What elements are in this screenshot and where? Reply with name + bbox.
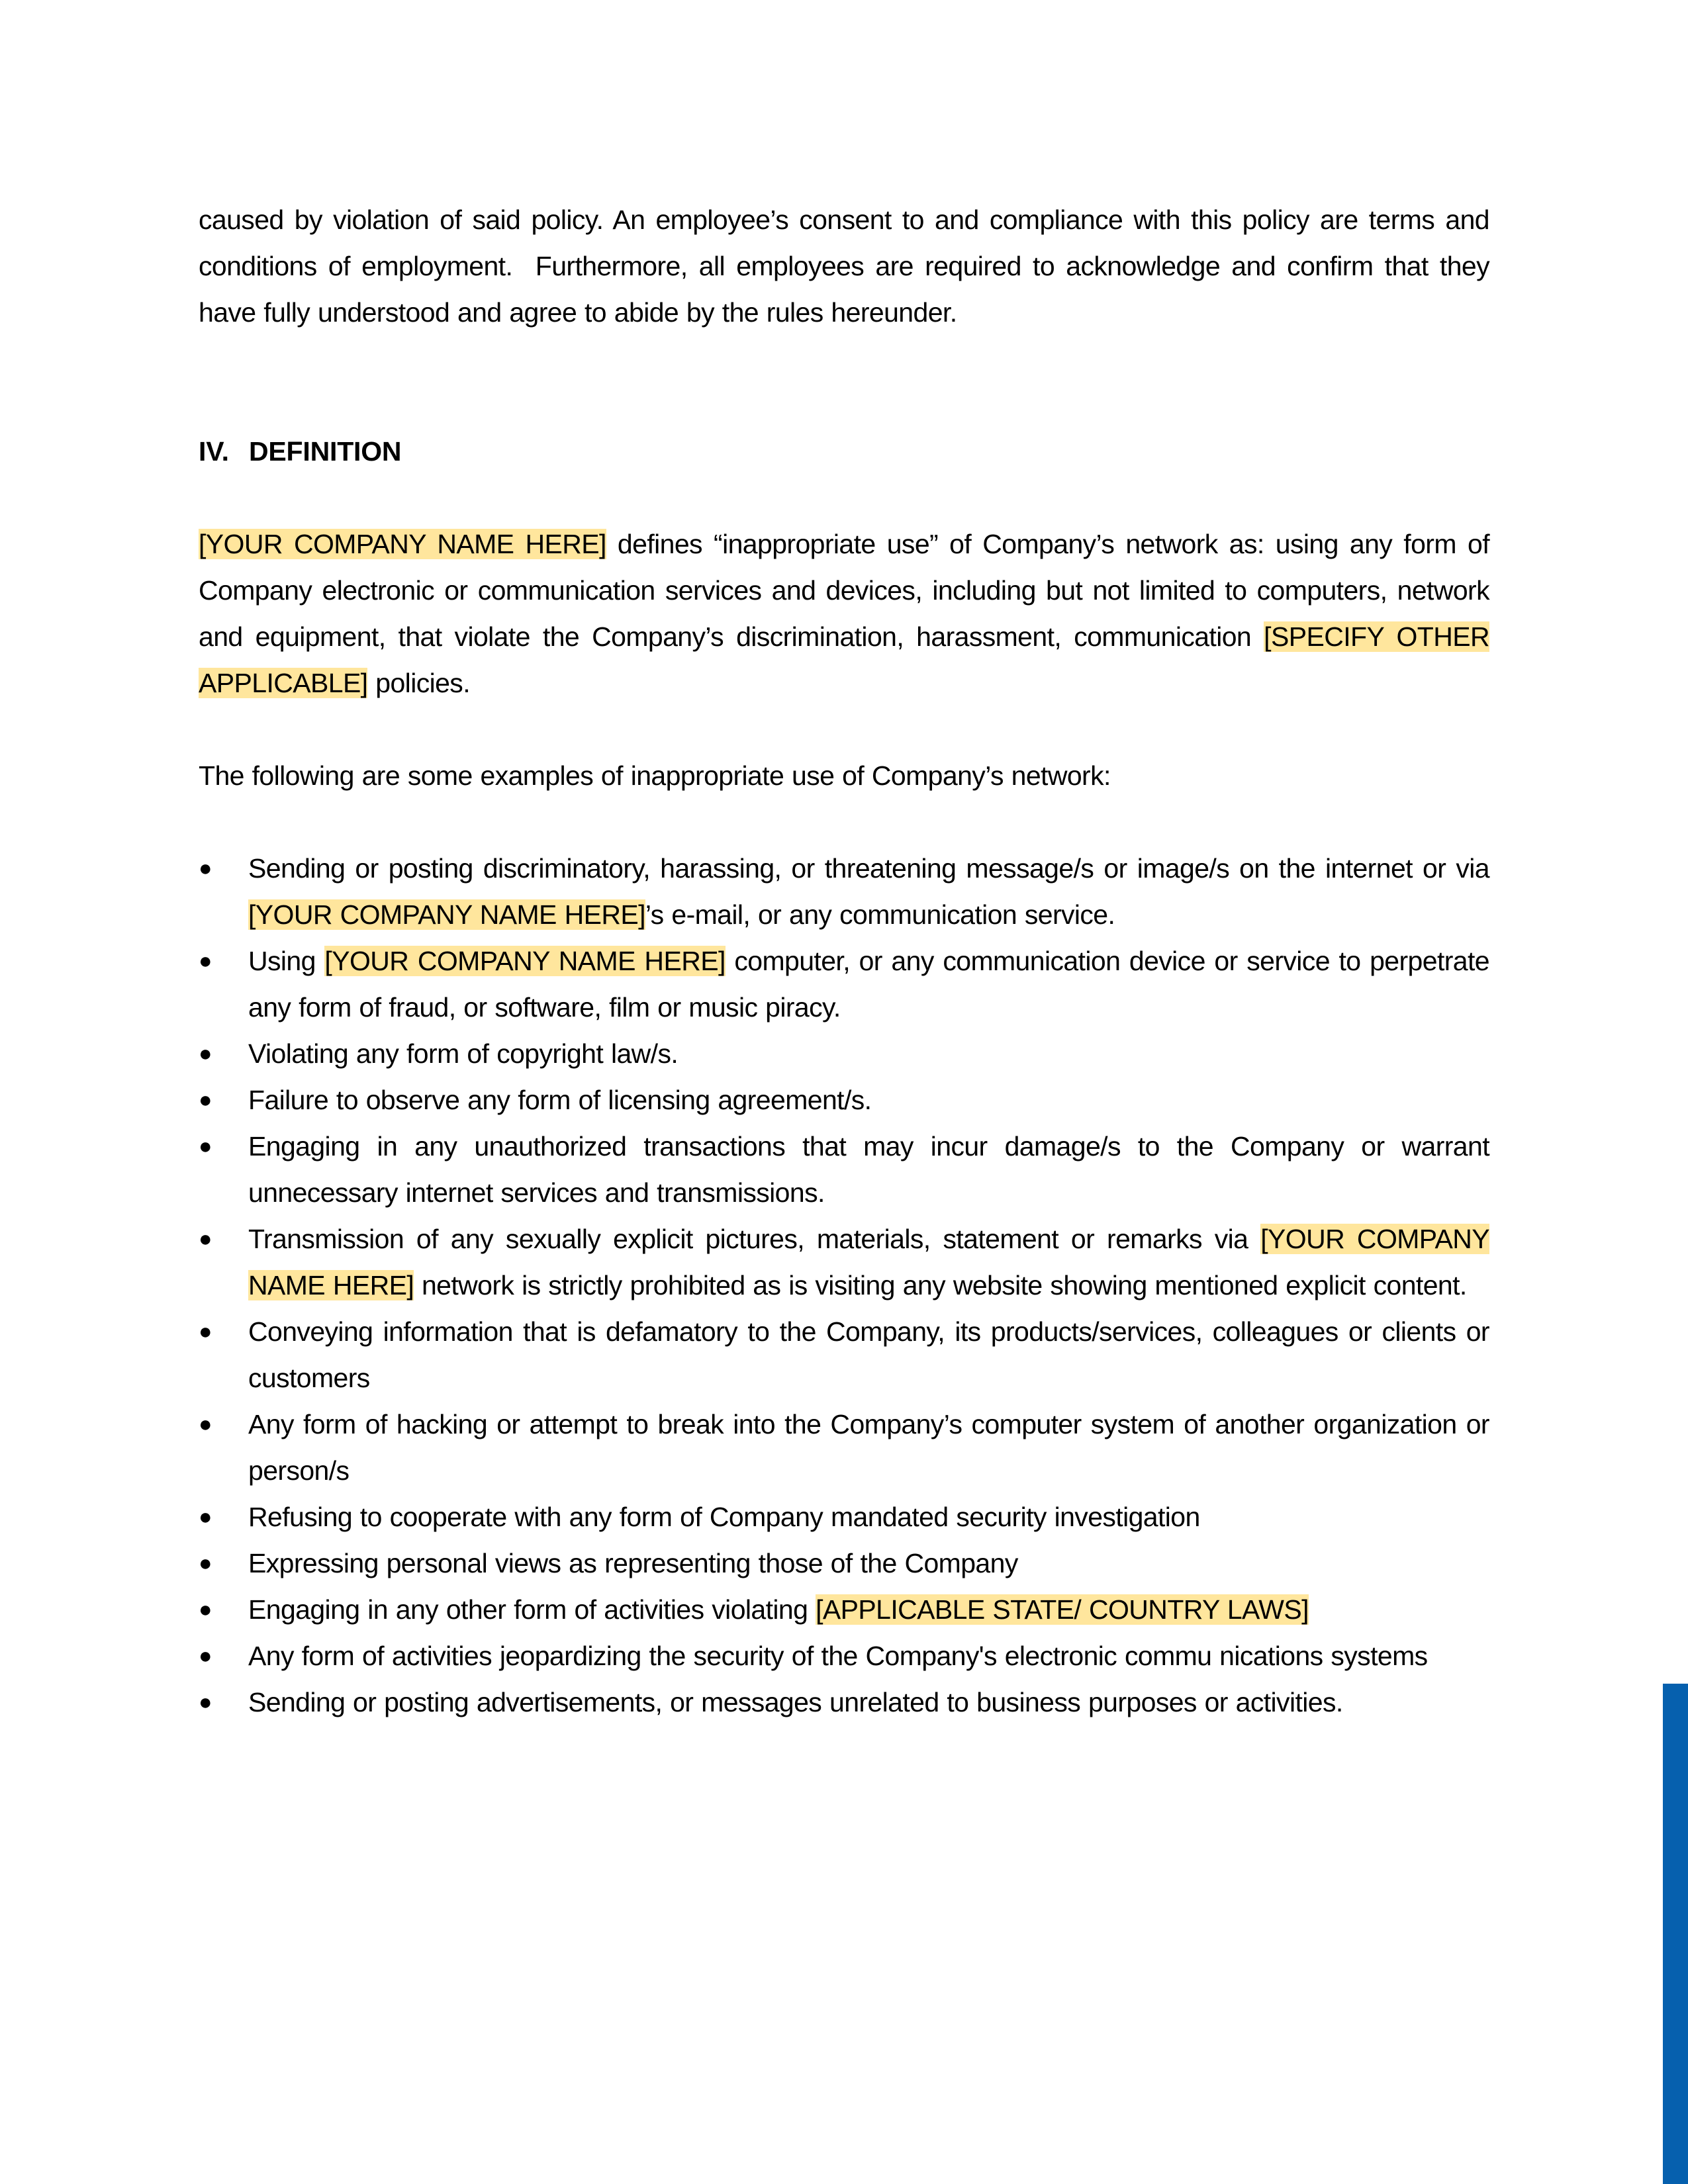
list-item-text: Any form of activities jeopardizing the security of the Company's electronic commu nications systems [248, 1641, 1428, 1671]
placeholder-company-name[interactable]: [YOUR COMPANY NAME HERE] [248, 899, 645, 930]
placeholder-applicable-laws[interactable]: [APPLICABLE STATE/ COUNTRY LAWS] [816, 1594, 1309, 1625]
list-item-text: ’s e-mail, or any communication service. [645, 899, 1115, 930]
list-item-text: computer, or any communication device or service to perpetrate any form of fraud, or software, film or music piracy. [248, 946, 1489, 1023]
placeholder-company-name[interactable]: [YOUR COMPANY NAME HERE] [199, 529, 606, 559]
list-item [199, 1679, 1489, 1725]
list-item [199, 1494, 1489, 1540]
list-item-text: Conveying information that is defamatory to the Company, its products/services, colleagues or clients or customers [248, 1316, 1489, 1393]
bullet-icon: ● [199, 948, 212, 974]
list-item [199, 1586, 1489, 1633]
list-item-text: Transmission of any sexually explicit pictures, materials, statement or remarks via [248, 1224, 1261, 1254]
list-item [199, 1077, 1489, 1123]
bullet-icon: ● [199, 1226, 212, 1251]
section-heading [199, 428, 1489, 475]
list-item-text: Using [248, 946, 325, 976]
list-item [199, 1308, 1489, 1401]
list-item [199, 1540, 1489, 1586]
list-item-text: Sending or posting discriminatory, harassing, or threatening message/s or image/s on the internet or via [248, 853, 1489, 884]
list-item [199, 1216, 1489, 1308]
bullet-icon: ● [199, 1597, 212, 1622]
list-item-text: Engaging in any unauthorized transactions that may incur damage/s to the Company or warrant unnecessary internet services and transmissions. [248, 1131, 1489, 1208]
bullet-icon: ● [199, 1690, 212, 1715]
examples-list [199, 845, 1489, 1725]
bullet-icon: ● [199, 1551, 212, 1576]
definition-paragraph [199, 521, 1489, 706]
list-item-text: network is strictly prohibited as is visiting any website showing mentioned explicit content. [414, 1270, 1467, 1300]
placeholder-company-name[interactable]: [YOUR COMPANY NAME HERE] [248, 1224, 1489, 1300]
section-number: IV. [199, 436, 229, 467]
list-item [199, 845, 1489, 938]
list-item-text: Sending or posting advertisements, or messages unrelated to business purposes or activities. [248, 1687, 1343, 1717]
intro-paragraph: caused by violation of said policy. An employee’s consent to and compliance with this policy are terms and conditions of employment. Furthermore, all employees are required to acknowledge and confirm that they have fully understood and agree to abide by the rules hereunder. [199, 205, 1489, 328]
bullet-icon: ● [199, 856, 212, 881]
bullet-icon: ● [199, 1504, 212, 1529]
examples-intro: The following are some examples of inappropriate use of Company’s network: [199, 760, 1111, 791]
list-item-text: Engaging in any other form of activities violating [248, 1594, 816, 1625]
placeholder-company-name[interactable]: [YOUR COMPANY NAME HERE] [324, 946, 726, 976]
page-content [199, 197, 1489, 1725]
bullet-icon: ● [199, 1319, 212, 1344]
bullet-icon: ● [199, 1643, 212, 1668]
list-item [199, 1123, 1489, 1216]
section-title: DEFINITION [249, 436, 402, 467]
list-item [199, 1633, 1489, 1679]
definition-text-2: policies. [367, 668, 471, 698]
bullet-icon: ● [199, 1412, 212, 1437]
list-item-text: Any form of hacking or attempt to break into the Company’s computer system of another organization or person/s [248, 1409, 1489, 1486]
bullet-icon: ● [199, 1041, 212, 1066]
bullet-icon: ● [199, 1087, 212, 1113]
list-item-text: Expressing personal views as representing those of the Company [248, 1548, 1018, 1578]
list-item [199, 1030, 1489, 1077]
placeholder-other-policies[interactable]: [SPECIFY OTHER APPLICABLE] [199, 621, 1489, 698]
list-item-text: Refusing to cooperate with any form of Company mandated security investigation [248, 1502, 1200, 1532]
bullet-icon: ● [199, 1134, 212, 1159]
list-item-text: Failure to observe any form of licensing agreement/s. [248, 1085, 872, 1115]
list-item [199, 1401, 1489, 1494]
list-item [199, 938, 1489, 1030]
blue-side-accent-bar [1663, 1684, 1688, 2184]
definition-text-1: defines “inappropriate use” of Company’s network as: using any form of Company electronic or communication services and devices, including but not limited to computers, network and equipment, that violate the Company’s discrimination, harassment, communication [199, 529, 1489, 652]
list-item-text: Violating any form of copyright law/s. [248, 1038, 679, 1069]
